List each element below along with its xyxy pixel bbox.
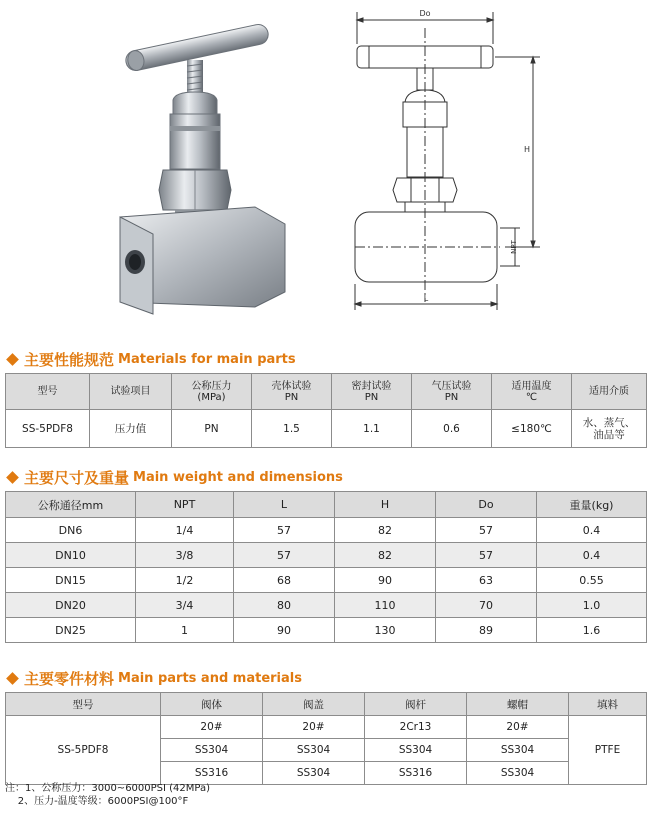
header-model: 型号 (6, 693, 161, 716)
valve-photo (95, 2, 295, 320)
table-cell: 68 (234, 568, 335, 593)
table-cell: 0.6 (412, 410, 492, 448)
header-test-item: 试验项目 (90, 374, 172, 410)
table-cell: 20# (161, 716, 263, 739)
table-cell: 63 (436, 568, 537, 593)
table-cell: 57 (234, 518, 335, 543)
table-cell: 82 (335, 518, 436, 543)
section-title-en: Main parts and materials (118, 670, 302, 686)
section-title-zh: 主要零件材料 (24, 669, 115, 688)
section-materials-title (5, 349, 296, 369)
table-cell: 89 (436, 618, 537, 643)
table-cell: SS304 (365, 739, 467, 762)
table-cell: 80 (234, 593, 335, 618)
table-header-row (6, 693, 647, 716)
label-do: Do (419, 9, 431, 18)
table-cell: PN (172, 410, 252, 448)
table-cell: SS316 (161, 762, 263, 785)
section-title-zh: 主要尺寸及重量 (24, 468, 130, 487)
table-cell: SS304 (161, 739, 263, 762)
table-cell: 20# (467, 716, 569, 739)
header-air-test: 气压试验 PN (412, 374, 492, 410)
table-cell: 82 (335, 543, 436, 568)
header-do: Do (436, 492, 537, 518)
table-cell: DN6 (6, 518, 136, 543)
table-cell: SS304 (467, 739, 569, 762)
table-cell: 20# (263, 716, 365, 739)
table-row (6, 568, 647, 593)
table-cell: SS-5PDF8 (6, 410, 90, 448)
note-line: 2、压力-温度等级：6000PSI@100°F (5, 796, 189, 807)
label-l: L (423, 294, 429, 303)
dimensions-table (5, 491, 647, 643)
table-header-row (6, 492, 647, 518)
note-line: 注：1、公称压力：3000~6000PSI (42MPa) (5, 783, 211, 794)
table-row (6, 410, 647, 448)
diamond-bullet-icon (6, 353, 19, 366)
header-l: L (234, 492, 335, 518)
table-row (6, 593, 647, 618)
label-h: H (523, 145, 531, 154)
label-npt: NPT (510, 240, 518, 254)
header-nut: 螺帽 (467, 693, 569, 716)
table-row (6, 543, 647, 568)
diamond-bullet-icon (6, 471, 19, 484)
table-cell: 130 (335, 618, 436, 643)
header-medium: 适用介质 (572, 374, 647, 410)
notes (5, 782, 210, 808)
table-row (6, 618, 647, 643)
table-cell: 1/4 (136, 518, 234, 543)
parts-materials-table (5, 692, 647, 785)
table-cell: 水、蒸气、 油品等 (572, 410, 647, 448)
table-cell: ≤180℃ (492, 410, 572, 448)
table-cell: SS304 (263, 739, 365, 762)
header-body: 阀体 (161, 693, 263, 716)
table-cell: 1.5 (252, 410, 332, 448)
table-cell: DN15 (6, 568, 136, 593)
section-parts-title (5, 668, 302, 688)
table-row (6, 518, 647, 543)
header-npt: NPT (136, 492, 234, 518)
table-header-row (6, 374, 647, 410)
table-cell: 57 (436, 543, 537, 568)
table-cell: 90 (234, 618, 335, 643)
table-cell: 57 (234, 543, 335, 568)
table-cell: 70 (436, 593, 537, 618)
header-h: H (335, 492, 436, 518)
header-nominal-diameter: 公称通径mm (6, 492, 136, 518)
table-cell: SS304 (467, 762, 569, 785)
header-packing: 填料 (569, 693, 647, 716)
section-title-zh: 主要性能规范 (24, 350, 115, 369)
table-row (6, 716, 647, 739)
diamond-bullet-icon (6, 672, 19, 685)
table-cell: 0.4 (537, 518, 647, 543)
header-nominal-pressure: 公称压力 (MPa) (172, 374, 252, 410)
table-cell-packing: PTFE (569, 716, 647, 785)
section-title-en: Materials for main parts (118, 351, 296, 367)
table-cell: 1/2 (136, 568, 234, 593)
table-cell: 1 (136, 618, 234, 643)
header-weight: 重量(kg) (537, 492, 647, 518)
table-cell: DN10 (6, 543, 136, 568)
table-cell: 57 (436, 518, 537, 543)
table-cell: 1.0 (537, 593, 647, 618)
valve-dimension-drawing (335, 2, 545, 320)
table-cell: 2Cr13 (365, 716, 467, 739)
table-cell-model: SS-5PDF8 (6, 716, 161, 785)
header-temperature: 适用温度 ℃ (492, 374, 572, 410)
table-cell: 90 (335, 568, 436, 593)
section-dimensions-title (5, 467, 343, 487)
header-stem: 阀杆 (365, 693, 467, 716)
spec-table (5, 373, 647, 448)
header-model: 型号 (6, 374, 90, 410)
table-cell: 0.4 (537, 543, 647, 568)
table-cell: 3/4 (136, 593, 234, 618)
table-cell: 110 (335, 593, 436, 618)
table-cell: DN20 (6, 593, 136, 618)
table-cell: 1.1 (332, 410, 412, 448)
table-cell: 3/8 (136, 543, 234, 568)
table-cell: 压力值 (90, 410, 172, 448)
header-shell-test: 壳体试验 PN (252, 374, 332, 410)
table-cell: 0.55 (537, 568, 647, 593)
table-cell: SS304 (263, 762, 365, 785)
table-cell: DN25 (6, 618, 136, 643)
table-cell: 1.6 (537, 618, 647, 643)
section-title-en: Main weight and dimensions (133, 469, 343, 485)
header-bonnet: 阀盖 (263, 693, 365, 716)
table-cell: SS316 (365, 762, 467, 785)
header-seal-test: 密封试验 PN (332, 374, 412, 410)
